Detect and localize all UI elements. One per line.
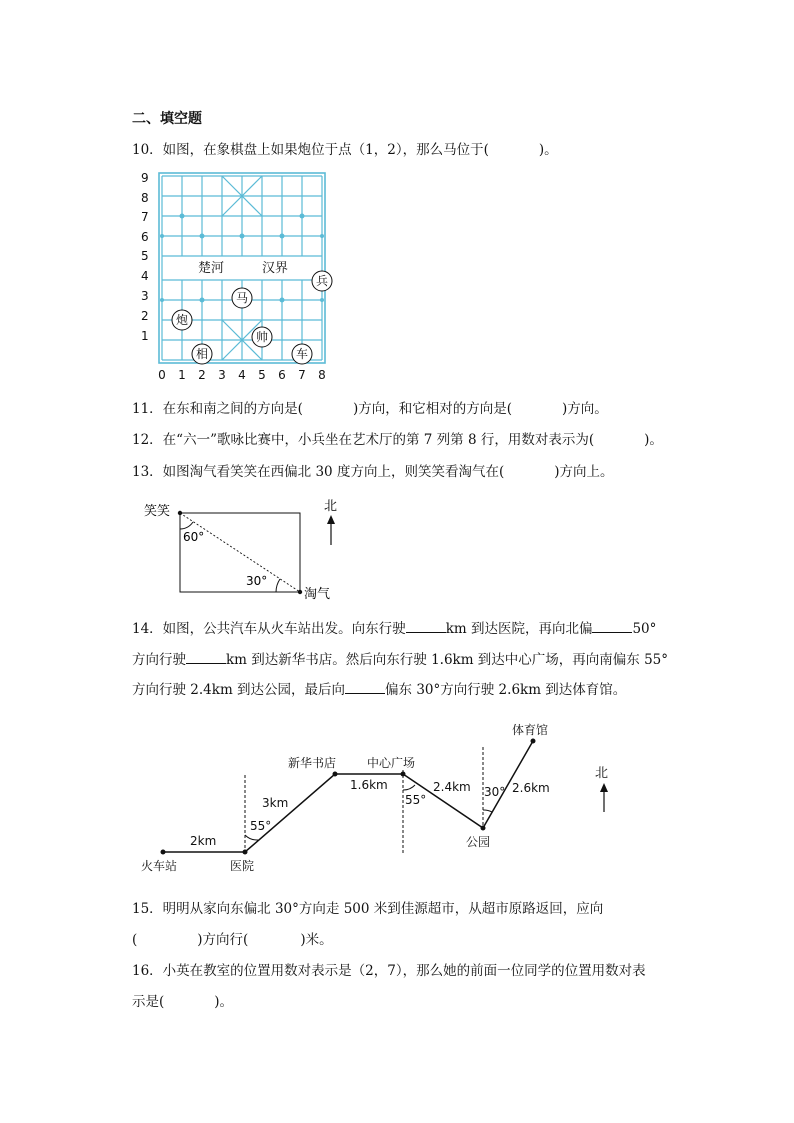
svg-text:炮: 炮 — [175, 313, 189, 327]
x-label: 7 — [298, 368, 306, 382]
angle-30-label: 30° — [246, 574, 268, 588]
question-15-line-2 — [132, 931, 333, 949]
river-left-label: 楚河 — [198, 261, 225, 276]
angle-label: 55° — [250, 819, 272, 833]
q14-text: 偏东 30°方向行驶 2.6km 到达体育馆。 — [385, 682, 627, 698]
question-13 — [132, 463, 614, 481]
answer-blank[interactable] — [345, 680, 385, 694]
svg-text:车: 车 — [295, 347, 309, 361]
q15-text: ( — [132, 932, 138, 948]
q12-text: )。 — [644, 432, 663, 448]
y-label: 3 — [141, 289, 149, 303]
y-label: 7 — [141, 210, 149, 224]
section-title: 二、填空题 — [132, 111, 202, 127]
question-11 — [132, 400, 608, 418]
x-axis-labels — [158, 368, 326, 382]
question-14-line-2 — [132, 650, 668, 669]
q16-text: 16．小英在教室的位置用数对表示是（2，7），那么她的前面一位同学的位置用数对表 — [132, 963, 646, 979]
distance-label: 2.6km — [512, 781, 550, 795]
q14-text: 50° — [632, 621, 657, 637]
y-axis-labels — [141, 171, 149, 343]
question-16-line-1 — [132, 962, 646, 980]
park-label: 公园 — [466, 835, 491, 849]
x-label: 3 — [218, 368, 226, 382]
q11-text: )方向，和它相对的方向是( — [352, 401, 512, 417]
svg-text:帅: 帅 — [255, 330, 269, 344]
q10-end: )。 — [538, 142, 558, 158]
q14-text: km 到达医院，再向北偏 — [445, 621, 593, 637]
question-15-line-1 — [132, 900, 603, 918]
board-grid — [159, 173, 325, 363]
q14-text: 14．如图，公共汽车从火车站出发。向东行驶 — [132, 621, 406, 637]
svg-text:兵: 兵 — [315, 274, 329, 288]
q15-text: 15．明明从家向东偏北 30°方向走 500 米到佳源超市，从超市原路返回，应向 — [132, 901, 604, 917]
piece-ma — [232, 288, 252, 308]
y-label: 4 — [141, 269, 149, 283]
angle-label: 55° — [405, 793, 427, 807]
q13-text: )方向上。 — [554, 464, 614, 480]
q14-text: 方向行驶 2.4km 到达公园，最后向 — [132, 682, 346, 698]
north-label: 北 — [324, 499, 338, 514]
x-label: 0 — [158, 368, 166, 382]
distance-label: 3km — [262, 796, 289, 810]
piece-shuai — [252, 327, 272, 347]
x-label: 5 — [258, 368, 266, 382]
svg-text:马: 马 — [235, 291, 249, 305]
x-label: 6 — [278, 368, 286, 382]
question-12 — [132, 431, 663, 449]
distance-label: 2km — [190, 834, 217, 848]
station-label: 火车站 — [141, 859, 178, 873]
y-label: 1 — [141, 329, 149, 343]
bookstore-label: 新华书店 — [288, 756, 337, 770]
y-label: 2 — [141, 309, 149, 323]
distance-label: 2.4km — [433, 780, 471, 794]
distance-label: 1.6km — [350, 778, 388, 792]
q16-text: 示是( — [132, 994, 165, 1010]
stadium-label: 体育馆 — [512, 723, 549, 737]
q13-text: 13．如图淘气看笑笑在西偏北 30 度方向上，则笑笑看淘气在( — [132, 464, 505, 480]
direction-figure-13 — [140, 495, 370, 605]
q11-text: 11．在东和南之间的方向是( — [132, 401, 303, 417]
taoqi-label: 淘气 — [304, 587, 331, 602]
river-right-label: 汉界 — [262, 261, 289, 276]
y-label: 6 — [141, 230, 149, 244]
route-figure-14 — [135, 715, 635, 880]
hospital-label: 医院 — [230, 859, 255, 873]
x-label: 8 — [318, 368, 326, 382]
question-10 — [132, 141, 558, 159]
q16-text: )。 — [214, 994, 234, 1010]
x-label: 1 — [178, 368, 186, 382]
svg-text:相: 相 — [195, 347, 209, 361]
north-arrow-icon — [600, 783, 608, 792]
y-label: 8 — [141, 191, 149, 205]
chess-board-figure — [135, 165, 345, 385]
answer-blank[interactable] — [406, 619, 446, 633]
q15-text: )方向行( — [197, 932, 249, 948]
question-14-line-3 — [132, 680, 626, 699]
answer-blank[interactable] — [592, 619, 632, 633]
q10-text: 10．如图，在象棋盘上如果炮位于点（1，2），那么马位于( — [132, 142, 489, 158]
xiaoxiao-label: 笑笑 — [144, 504, 171, 519]
q14-text: 方向行驶 — [132, 652, 186, 668]
q15-text: )米。 — [300, 932, 333, 948]
angle-60-label: 60° — [183, 530, 205, 544]
x-label: 2 — [198, 368, 206, 382]
y-label: 5 — [141, 249, 149, 263]
question-16-line-2 — [132, 993, 233, 1011]
piece-bing — [312, 271, 332, 291]
q12-text: 12．在“六一”歌咏比赛中，小兵坐在艺术厅的第 7 列第 8 行，用数对表示为( — [132, 432, 595, 448]
piece-xiang — [192, 344, 212, 364]
x-label: 4 — [238, 368, 246, 382]
q14-text: km 到达新华书店。然后向东行驶 1.6km 到达中心广场，再向南偏东 55° — [226, 652, 669, 668]
y-label: 9 — [141, 171, 149, 185]
piece-che — [292, 344, 312, 364]
north-arrow-icon — [327, 515, 335, 524]
answer-blank[interactable] — [186, 650, 226, 664]
q11-text: )方向。 — [562, 401, 608, 417]
angle-label: 30° — [484, 785, 506, 799]
question-14-line-1 — [132, 619, 656, 638]
square-label: 中心广场 — [367, 756, 416, 770]
north-label: 北 — [595, 766, 609, 781]
piece-pao — [172, 310, 192, 330]
